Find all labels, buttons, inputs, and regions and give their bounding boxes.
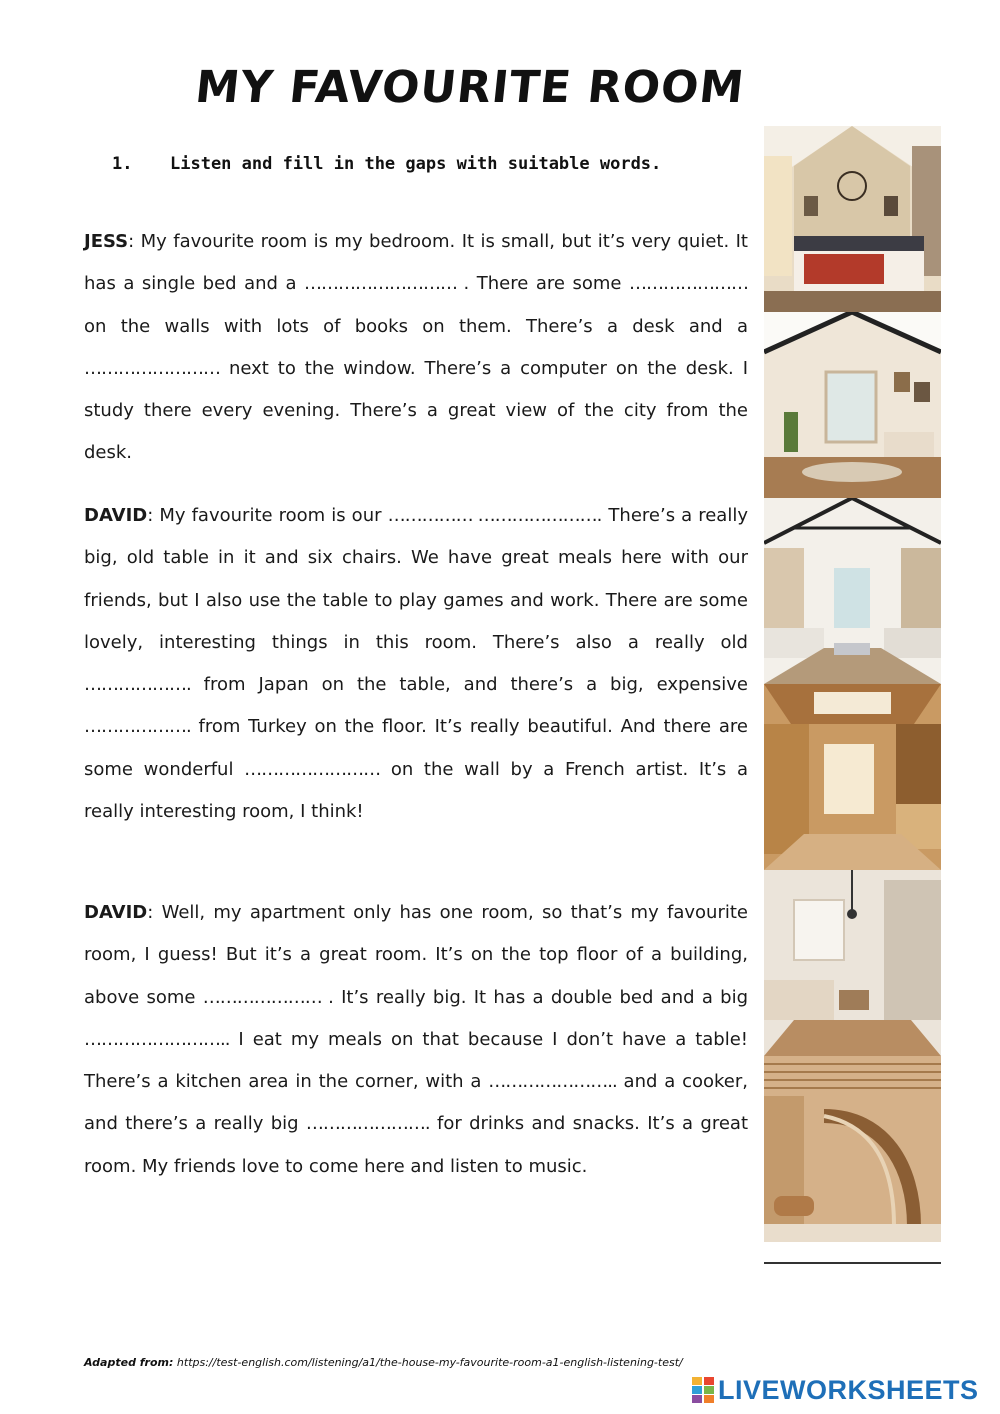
gap-blank[interactable]: ………………….. [488, 1071, 617, 1093]
speaker-david: DAVID [84, 902, 148, 923]
text-segment: I eat my meals on that because I don’t have a table! There’s a kitchen area in the corner, with a [84, 1028, 748, 1093]
gap-blank[interactable]: ……………………… [304, 273, 464, 295]
gap-blank[interactable]: …………………. [305, 1113, 430, 1135]
speaker-david: DAVID [84, 505, 148, 526]
photo-strip-divider [764, 1262, 941, 1264]
gap-blank[interactable]: …………………….. [84, 1028, 230, 1050]
text-segment: next to the window. There’s a computer on the desk. I study there every evening. There’s a great view of the city from the desk. [84, 357, 748, 464]
source-attribution [84, 1356, 683, 1369]
text-segment: : Well, my apartment only has one room, so that’s my favourite room, I guess! But it’s a great room. It’s on the top floor of a building, above some [84, 902, 748, 1008]
bedroom-photo [764, 126, 941, 312]
liveworksheets-logo[interactable] [692, 1376, 979, 1404]
room-photo-strip [764, 126, 941, 1242]
text-segment: . It’s really big. It has a double bed and a big [328, 986, 748, 1008]
text-segment: : My favourite room is my bedroom. It is small, but it’s very quiet. It has a single bed and a [84, 231, 748, 295]
source-url[interactable]: https://test-english.com/listening/a1/the-house-my-favourite-room-a1-english-listening-test/ [173, 1356, 683, 1369]
gap-blank[interactable]: ………………. [84, 674, 191, 696]
text-segment: and a cooker, and there’s a really big [84, 1071, 748, 1135]
jess-paragraph [84, 221, 748, 475]
text-segment: from Japan on the table, and there’s a big, expensive [190, 674, 748, 696]
speaker-jess: JESS [84, 231, 129, 252]
text-segment: from Turkey on the floor. It’s really beautiful. And there are some wonderful [84, 716, 748, 780]
kitchen-photo [764, 498, 941, 684]
text-segment: for drinks and snacks. It’s a great room. My friends love to come here and listen to music. [84, 1113, 748, 1177]
instruction [112, 154, 661, 174]
studio-apartment-photo [764, 870, 941, 1056]
staircase-photo [764, 1056, 941, 1242]
david-paragraph-1 [84, 495, 748, 833]
source-label: Adapted from: [84, 1356, 174, 1369]
text-segment: on the walls with lots of books on them. There’s a desk and a [84, 315, 748, 337]
instruction-number: 1. [112, 154, 133, 174]
text-segment: . There’s a really big, old table in it and six chairs. We have great meals here with our friends, but I also use the table to play games and work. There are some lovely, interesting things in this room. There’s also a really old [84, 505, 748, 653]
gap-blank[interactable]: ………………… [202, 986, 329, 1008]
david-paragraph-2 [84, 892, 748, 1188]
brand-text: LIVEWORKSHEETS [718, 1374, 979, 1405]
instruction-text: Listen and fill in the gaps with suitable words. [170, 154, 662, 174]
gap-blank[interactable]: ………………. [84, 716, 191, 738]
gap-blank[interactable]: …………… ………………… [387, 505, 597, 526]
page-title: MY FAVOURITE ROOM [193, 62, 747, 113]
text-segment: : My favourite room is our [147, 505, 388, 526]
text-segment: . There are some [463, 273, 629, 295]
living-room-photo [764, 312, 941, 498]
text-segment: on the wall by a French artist. It’s a really interesting room, I think! [84, 758, 749, 823]
wooden-kitchen-photo [764, 684, 941, 870]
gap-blank[interactable]: …………………… [244, 758, 381, 780]
liveworksheets-logo-icon [692, 1377, 714, 1403]
gap-blank[interactable]: ………………… [628, 273, 748, 295]
gap-blank[interactable]: …………………… [84, 357, 220, 379]
